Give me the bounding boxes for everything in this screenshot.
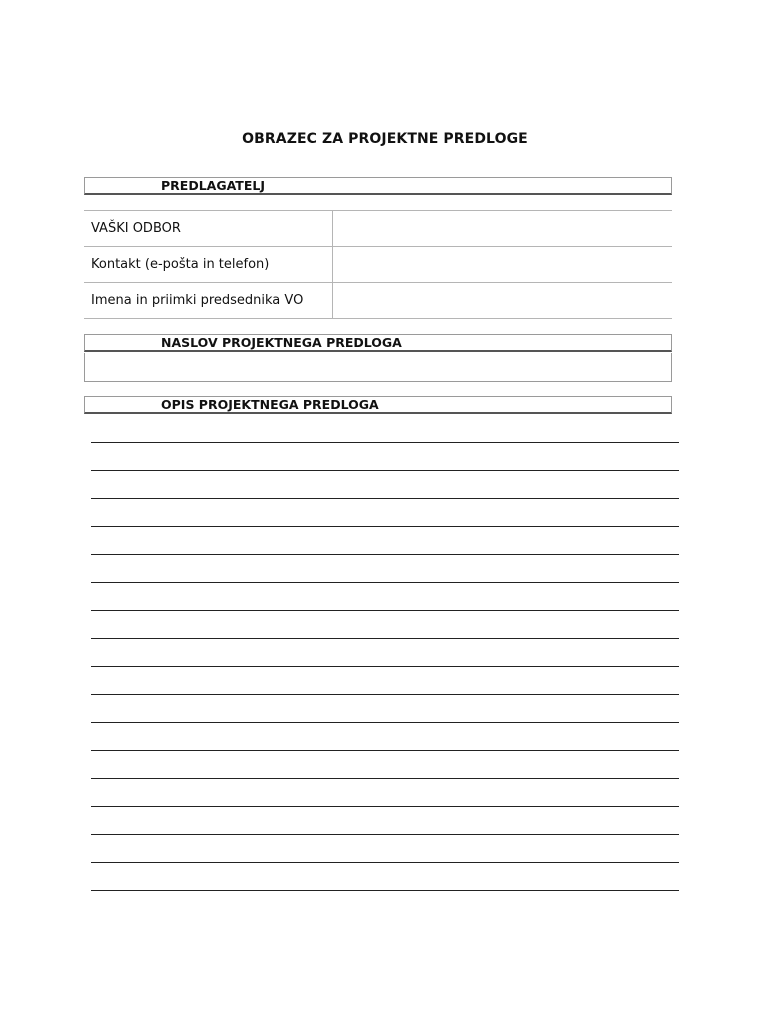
field-label-contact: Kontakt (e-pošta in telefon) bbox=[84, 247, 333, 283]
field-value-chair-names[interactable] bbox=[333, 283, 673, 319]
description-line[interactable] bbox=[91, 695, 679, 723]
section-heading-proposer: PREDLAGATELJ bbox=[161, 178, 265, 193]
section-header-proposer bbox=[84, 177, 672, 195]
description-line[interactable] bbox=[91, 751, 679, 779]
description-line[interactable] bbox=[91, 433, 679, 443]
description-line[interactable] bbox=[91, 583, 679, 611]
table-row bbox=[84, 211, 672, 247]
description-line[interactable] bbox=[91, 779, 679, 807]
description-line[interactable] bbox=[91, 527, 679, 555]
project-title-field[interactable] bbox=[84, 353, 672, 382]
page-title: OBRAZEC ZA PROJEKTNE PREDLOGE bbox=[242, 131, 528, 147]
description-line[interactable] bbox=[91, 611, 679, 639]
description-line[interactable] bbox=[91, 499, 679, 527]
description-line[interactable] bbox=[91, 471, 679, 499]
description-lines[interactable] bbox=[91, 433, 679, 891]
field-label-chair-names: Imena in priimki predsednika VO bbox=[84, 283, 333, 319]
field-value-village-committee[interactable] bbox=[333, 211, 673, 247]
description-line[interactable] bbox=[91, 807, 679, 835]
description-line[interactable] bbox=[91, 555, 679, 583]
section-header-project-description bbox=[84, 396, 672, 414]
table-row bbox=[84, 247, 672, 283]
section-heading-project-title: NASLOV PROJEKTNEGA PREDLOGA bbox=[161, 335, 402, 350]
proposer-table bbox=[84, 210, 672, 319]
description-line[interactable] bbox=[91, 667, 679, 695]
description-line[interactable] bbox=[91, 639, 679, 667]
description-line[interactable] bbox=[91, 443, 679, 471]
field-label-village-committee: VAŠKI ODBOR bbox=[84, 211, 333, 247]
description-line[interactable] bbox=[91, 835, 679, 863]
description-line[interactable] bbox=[91, 723, 679, 751]
description-line[interactable] bbox=[91, 863, 679, 891]
section-heading-project-description: OPIS PROJEKTNEGA PREDLOGA bbox=[161, 397, 379, 412]
field-value-contact[interactable] bbox=[333, 247, 673, 283]
section-header-project-title bbox=[84, 334, 672, 352]
table-row bbox=[84, 283, 672, 319]
